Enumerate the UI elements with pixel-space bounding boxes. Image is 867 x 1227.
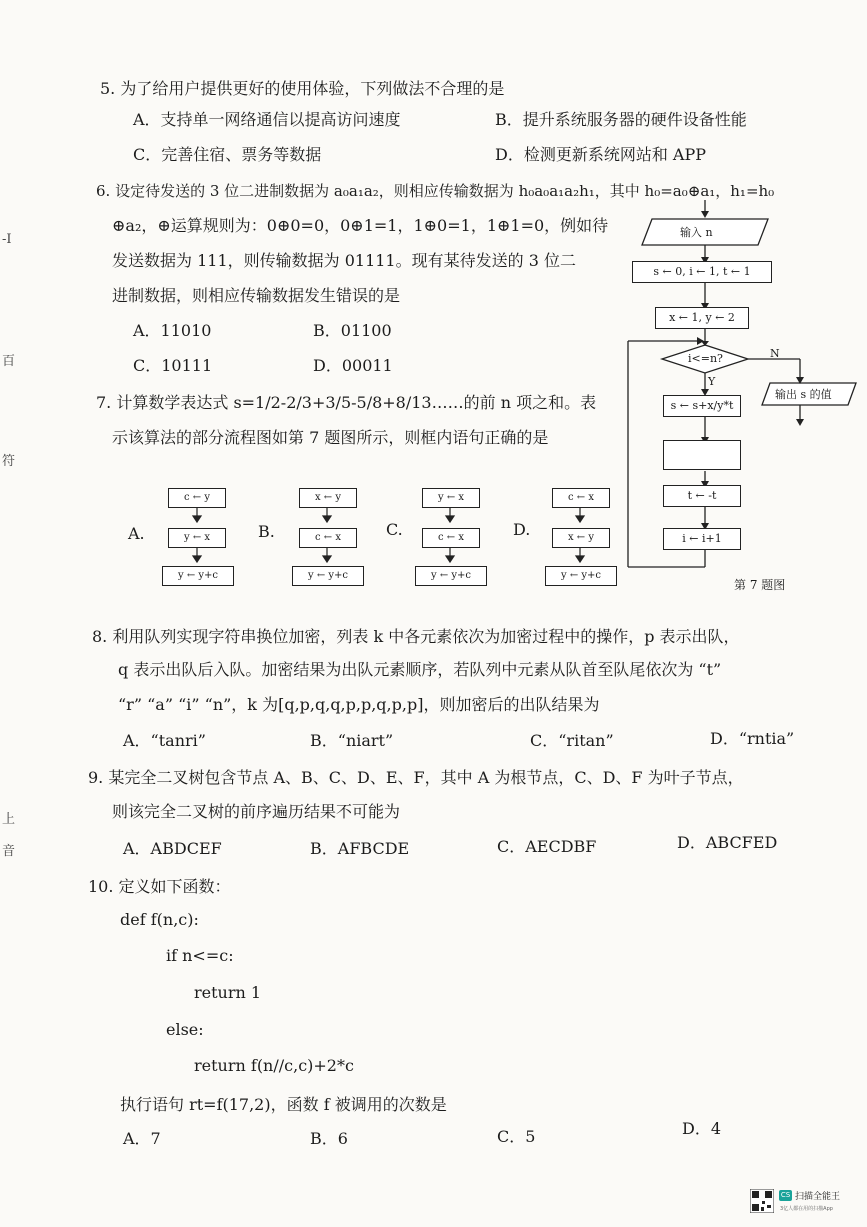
flowchart-blank-box bbox=[663, 440, 741, 470]
q7-b-box1: x ← y bbox=[299, 488, 357, 508]
q7-d-box2: x ← y bbox=[552, 528, 610, 548]
flowchart-update-i: i ← i+1 bbox=[663, 528, 741, 550]
q8-line3: “r” “a” “i” “n”，k 为[q,p,q,q,p,p,q,p,p]，则加密后的出队结果为 bbox=[118, 695, 600, 714]
q7-c-box2: c ← x bbox=[422, 528, 480, 548]
q7-line2: 示该算法的部分流程图如第 7 题图所示，则框内语句正确的是 bbox=[112, 428, 549, 447]
q7-option-b-letter: B. bbox=[258, 522, 275, 541]
q8-option-d: D．“rntia” bbox=[710, 729, 795, 748]
flowchart-output: 输出 s 的值 bbox=[775, 388, 832, 401]
q6-option-a: A．11010 bbox=[133, 321, 212, 340]
edge-mark: 百 bbox=[2, 354, 16, 369]
figure-caption: 第 7 题图 bbox=[734, 578, 786, 592]
scanner-subtitle: 3亿人都在用的扫描App bbox=[780, 1206, 833, 1212]
q10-question: 执行语句 rt=f(17,2)，函数 f 被调用的次数是 bbox=[120, 1095, 447, 1114]
code-line-else: else: bbox=[166, 1020, 204, 1039]
q8-option-b: B．“niart” bbox=[310, 731, 394, 750]
qr-code-icon bbox=[750, 1189, 774, 1213]
q8-line2: q 表示出队后入队。加密结果为出队元素顺序，若队列中元素从队首至队尾依次为 “t” bbox=[118, 660, 722, 679]
code-line-if: if n<=c: bbox=[166, 946, 234, 965]
q6-line1: 6. 设定待发送的 3 位二进制数据为 a₀a₁a₂，则相应传输数据为 h₀a₀a₁a₂h₁，其中 h₀=a₀⊕a₁，h₁=h₀ bbox=[96, 182, 775, 200]
edge-mark: -I bbox=[2, 232, 12, 247]
q10-stem: 10. 定义如下函数： bbox=[88, 877, 231, 896]
q5-stem bbox=[100, 76, 504, 99]
q6-line4: 进制数据，则相应传输数据发生错误的是 bbox=[112, 286, 401, 305]
q6-line2: ⊕a₂，⊕运算规则为：0⊕0=0，0⊕1=1，1⊕0=1，1⊕1=0，例如待 bbox=[112, 216, 609, 235]
q5-stem-text: 5. 为了给用户提供更好的使用体验，下列做法不合理的是 bbox=[100, 79, 505, 98]
flowchart-update-t: t ← -t bbox=[663, 485, 741, 507]
edge-mark: 上 bbox=[2, 812, 16, 827]
q5-option-c: C．完善住宿、票务等数据 bbox=[133, 145, 322, 164]
q8-line1: 8. 利用队列实现字符串换位加密，列表 k 中各元素依次为加密过程中的操作，p 表示出队， bbox=[92, 627, 740, 646]
q5-option-a: A．支持单一网络通信以提高访问速度 bbox=[133, 110, 401, 129]
q7-c-box1: y ← x bbox=[422, 488, 480, 508]
q7-b-box3: y ← y+c bbox=[292, 566, 364, 586]
q6-line3: 发送数据为 111，则传输数据为 01111。现有某待发送的 3 位二 bbox=[112, 251, 576, 270]
q10-option-b: B．6 bbox=[310, 1129, 348, 1148]
scanner-title: 扫描全能王 bbox=[795, 1192, 841, 1202]
q8-option-c: C．“ritan” bbox=[530, 731, 614, 750]
q6-option-c: C．10111 bbox=[133, 356, 213, 375]
q8-option-a: A．“tanri” bbox=[123, 731, 206, 750]
q7-c-box3: y ← y+c bbox=[415, 566, 487, 586]
q10-option-d: D．4 bbox=[682, 1119, 722, 1138]
flowchart-yes-label: Y bbox=[708, 375, 716, 388]
q7-a-box3: y ← y+c bbox=[162, 566, 234, 586]
q7-option-c-letter: C. bbox=[386, 520, 403, 539]
q9-option-c: C．AECDBF bbox=[497, 837, 597, 856]
flowchart-update-s: s ← s+x/y*t bbox=[663, 395, 741, 417]
q9-line2: 则该完全二叉树的前序遍历结果不可能为 bbox=[112, 802, 401, 821]
q9-option-a: A．ABDCEF bbox=[123, 839, 222, 858]
q7-a-box2: y ← x bbox=[168, 528, 226, 548]
flowchart-no-label: N bbox=[770, 347, 780, 360]
flowchart-input: 输入 n bbox=[680, 226, 713, 239]
q9-option-b: B．AFBCDE bbox=[310, 839, 410, 858]
q7-d-box1: c ← x bbox=[552, 488, 610, 508]
q7-option-a-letter: A. bbox=[128, 524, 145, 543]
q7-a-box1: c ← y bbox=[168, 488, 226, 508]
scanner-logo bbox=[750, 1181, 855, 1221]
cs-badge-icon: CS bbox=[780, 1191, 791, 1199]
code-line-def: def f(n,c): bbox=[120, 910, 199, 929]
q7-line1: 7. 计算数学表达式 s=1/2-2/3+3/5-5/8+8/13……的前 n 项之和。表 bbox=[96, 393, 597, 412]
code-line-return-1: return 1 bbox=[194, 983, 262, 1002]
q6-option-d: D．00011 bbox=[313, 356, 393, 375]
flowchart-init-s-i-t: s ← 0, i ← 1, t ← 1 bbox=[632, 261, 772, 283]
q10-option-c: C．5 bbox=[497, 1127, 536, 1146]
q6-option-b: B．01100 bbox=[313, 321, 392, 340]
q7-b-box2: c ← x bbox=[299, 528, 357, 548]
q7-d-box3: y ← y+c bbox=[545, 566, 617, 586]
edge-mark: 符 bbox=[2, 454, 16, 469]
q5-option-d: D．检测更新系统网站和 APP bbox=[495, 145, 707, 164]
flowchart-init-x-y: x ← 1, y ← 2 bbox=[655, 307, 749, 329]
q5-option-b: B．提升系统服务器的硬件设备性能 bbox=[495, 110, 747, 129]
flowchart-condition: i<=n? bbox=[688, 352, 723, 365]
code-line-return-recursive: return f(n//c,c)+2*c bbox=[194, 1056, 354, 1075]
q10-option-a: A．7 bbox=[123, 1129, 161, 1148]
q9-option-d: D．ABCFED bbox=[677, 833, 778, 852]
q7-option-d-letter: D. bbox=[513, 520, 531, 539]
edge-mark: 音 bbox=[2, 844, 16, 859]
q9-line1: 9. 某完全二叉树包含节点 A、B、C、D、E、F，其中 A 为根节点，C、D、F 为叶子节点， bbox=[88, 768, 744, 787]
